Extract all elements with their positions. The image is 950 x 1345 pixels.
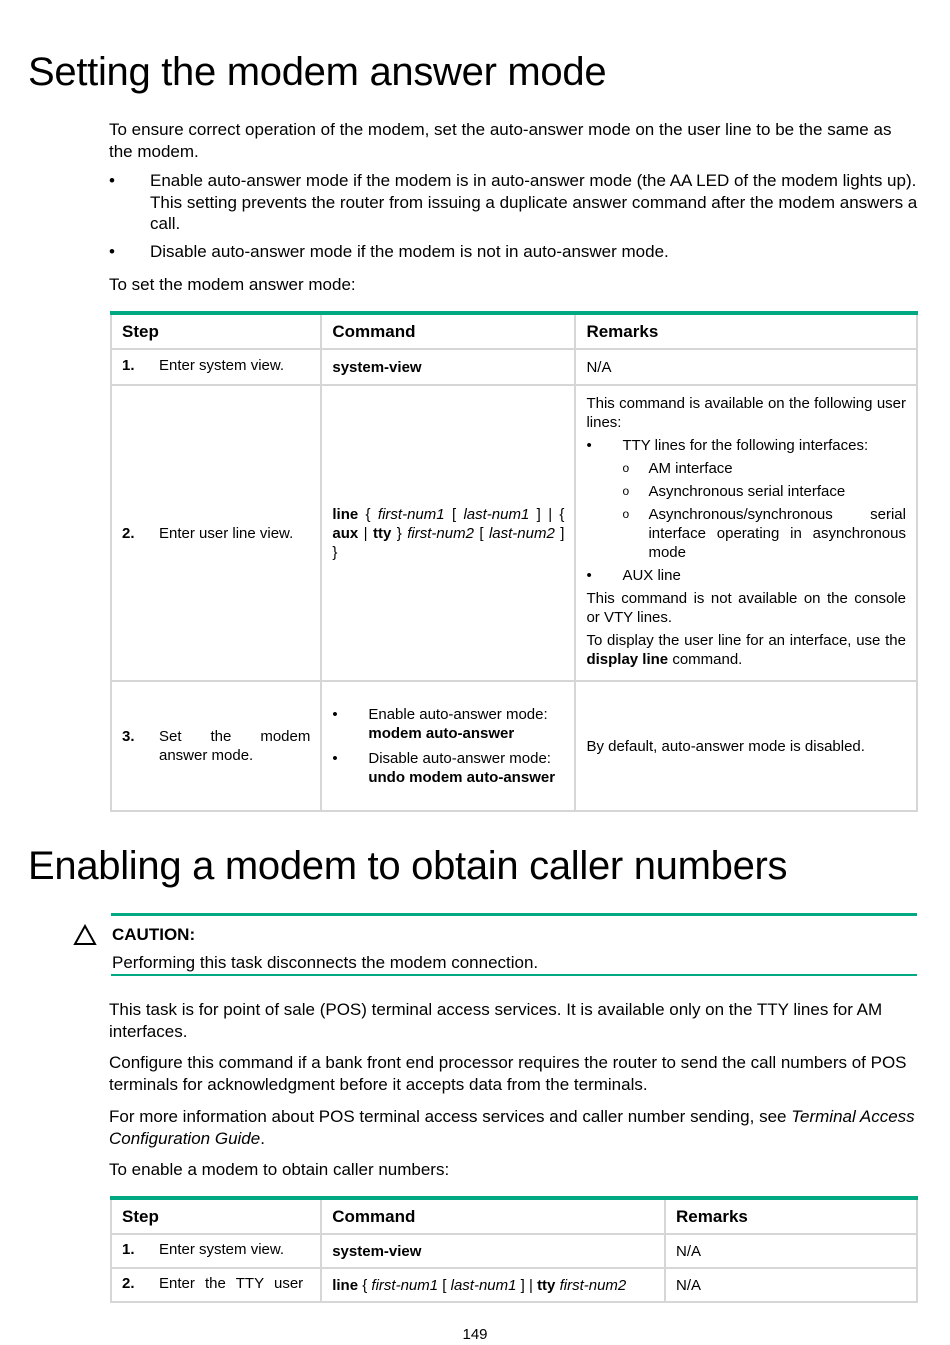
sub-list-item [622,482,906,501]
remarks-cell [575,385,917,681]
bullet-icon: • [586,437,592,454]
command-keyword: tty [537,1276,556,1294]
remarks-text-part: To display the user line for an interface, use the [586,632,906,649]
remarks-text: This command is not available on the console or VTY lines. [586,590,906,626]
sub-list-item [622,505,906,562]
remarks-text: N/A [586,358,612,376]
list-item-text: Disable auto-answer mode: [368,750,551,767]
command-text: modem auto-answer [368,725,515,742]
remarks-text: N/A [676,1242,702,1260]
step-number: 3. [122,728,135,745]
list-item [586,566,906,585]
command-text: system-view [332,1242,422,1260]
command-keyword: line [332,505,359,523]
paragraph-text: . [260,1128,265,1148]
command-syntax: { [358,1276,372,1294]
caution-text: Performing this task disconnects the modem connection. [112,953,539,972]
paragraph: Configure this command if a bank front end processor requires the router to send the call numbers of POS terminals for acknowledgment before it accepts data from the terminals. [109,1053,907,1094]
caution-top-rule [111,913,917,916]
command-keyword: line [332,1276,359,1294]
command-argument: first-num2 [407,524,474,542]
list-item-text: AUX line [622,567,681,584]
command-cell [321,1234,665,1268]
caution-bottom-rule [111,974,917,976]
step-text: Enter user line view. [159,524,294,542]
sub-item-text: Asynchronous/synchronous serial interface operating in asynchronous mode [648,506,906,561]
command-syntax: ] | { [529,505,565,523]
command-syntax: ] } [332,524,565,561]
step-cell [111,385,321,681]
command-text: system-view [332,358,422,376]
caution-triangle-icon [73,924,97,946]
command-table [110,311,918,812]
bullet-text: Disable auto-answer mode if the modem is not in auto-answer mode. [150,242,669,261]
circle-bullet-icon: o [622,484,630,498]
table-row [111,681,917,811]
bullet-text: Enable auto-answer mode if the modem is in auto-answer mode (the AA LED of the modem lights up). This setting prevents the router from issuing a duplicate answer command after the modem answers a call. [150,171,918,233]
command-cell [321,385,575,681]
step-number: 1. [122,1241,135,1258]
command-cell [321,349,575,385]
step-cell [111,1268,321,1302]
column-header: Remarks [575,313,917,349]
step-number: 1. [122,357,135,374]
remarks-list [586,436,906,585]
command-argument: first-num2 [559,1276,627,1294]
column-header: Command [321,1198,665,1234]
paragraph [109,1106,919,1149]
column-header: Step [111,1198,321,1234]
column-header: Step [111,313,321,349]
list-item [586,436,906,562]
command-argument: last-num1 [450,1276,517,1294]
command-cell [321,1268,665,1302]
circle-bullet-icon: o [622,461,630,475]
list-item [332,705,564,743]
step-text: Enter system view. [159,1241,285,1258]
command-keyword: aux [332,524,359,542]
document-reference: Terminal Access Configuration Guide [109,1107,915,1148]
bullet-icon: • [332,706,338,723]
list-item-text: Enable auto-answer mode: [368,706,548,723]
remarks-text-part: command. [668,651,743,668]
list-item-text: TTY lines for the following interfaces: [622,437,869,454]
remarks-cell [665,1234,917,1268]
section-title: Setting the modem answer mode [28,50,607,94]
command-syntax: | [358,524,373,542]
sub-list [622,459,906,562]
table-row [111,1234,917,1268]
bullet-icon: • [109,171,115,190]
command-syntax: [ [438,1276,451,1294]
sub-item-text: AM interface [648,460,733,477]
step-number: 2. [122,1275,135,1292]
lead-text: To enable a modem to obtain caller numbers: [109,1160,450,1179]
command-argument: first-num1 [371,1276,439,1294]
step-number: 2. [122,524,135,542]
step-row [122,1274,310,1293]
bullet-icon: • [109,242,115,261]
command-list [332,705,564,787]
column-header: Remarks [665,1198,917,1234]
paragraph: This task is for point of sale (POS) terminal access services. It is available only on the TTY lines for AM interfaces. [109,1000,883,1041]
table-row [111,1268,917,1302]
command-keyword: tty [373,524,392,542]
remarks-text: This command is available on the following user lines: [586,395,906,431]
step-cell [111,349,321,385]
command-argument: last-num2 [488,524,555,542]
caution-label: CAUTION: [112,925,196,944]
column-header: Command [321,313,575,349]
step-cell [111,1234,321,1268]
command-syntax: } [391,524,408,542]
command-syntax: [ [473,524,489,542]
command-syntax: [ [444,505,464,523]
command-reference: display line [586,651,669,668]
page-number: 149 [462,1326,488,1343]
sub-list-item [622,459,906,478]
command-table [110,1196,918,1303]
intro-paragraph: To ensure correct operation of the modem, set the auto-answer mode on the user line to be the same as the modem. [109,120,892,161]
command-syntax: { [358,505,378,523]
step-row [122,727,310,765]
circle-bullet-icon: o [622,507,630,521]
step-text: Enter the TTY user [159,1275,304,1292]
remarks-text: N/A [676,1276,702,1294]
table-row [111,349,917,385]
remarks-text: By default, auto-answer mode is disabled. [586,737,865,755]
command-argument: last-num1 [463,505,530,523]
command-syntax: ] | [516,1276,538,1294]
step-cell [111,681,321,811]
table-row [111,385,917,681]
sub-item-text: Asynchronous serial interface [648,483,846,500]
command-text: undo modem auto-answer [368,769,556,786]
bullet-icon: • [332,750,338,767]
list-item [332,749,564,787]
lead-text: To set the modem answer mode: [109,275,356,294]
remarks-cell [575,349,917,385]
remarks-cell [665,1268,917,1302]
remarks-text [586,631,906,669]
table-header-row [111,1198,917,1234]
remarks-cell [575,681,917,811]
table-header-row [111,313,917,349]
command-argument: first-num1 [377,505,445,523]
paragraph-text: For more information about POS terminal access services and caller number sending, see [109,1107,792,1126]
command-cell [321,681,575,811]
section-title: Enabling a modem to obtain caller numbers [28,844,788,888]
step-text: Set the modem answer mode. [159,728,311,764]
bullet-icon: • [586,567,592,584]
step-text: Enter system view. [159,357,285,374]
